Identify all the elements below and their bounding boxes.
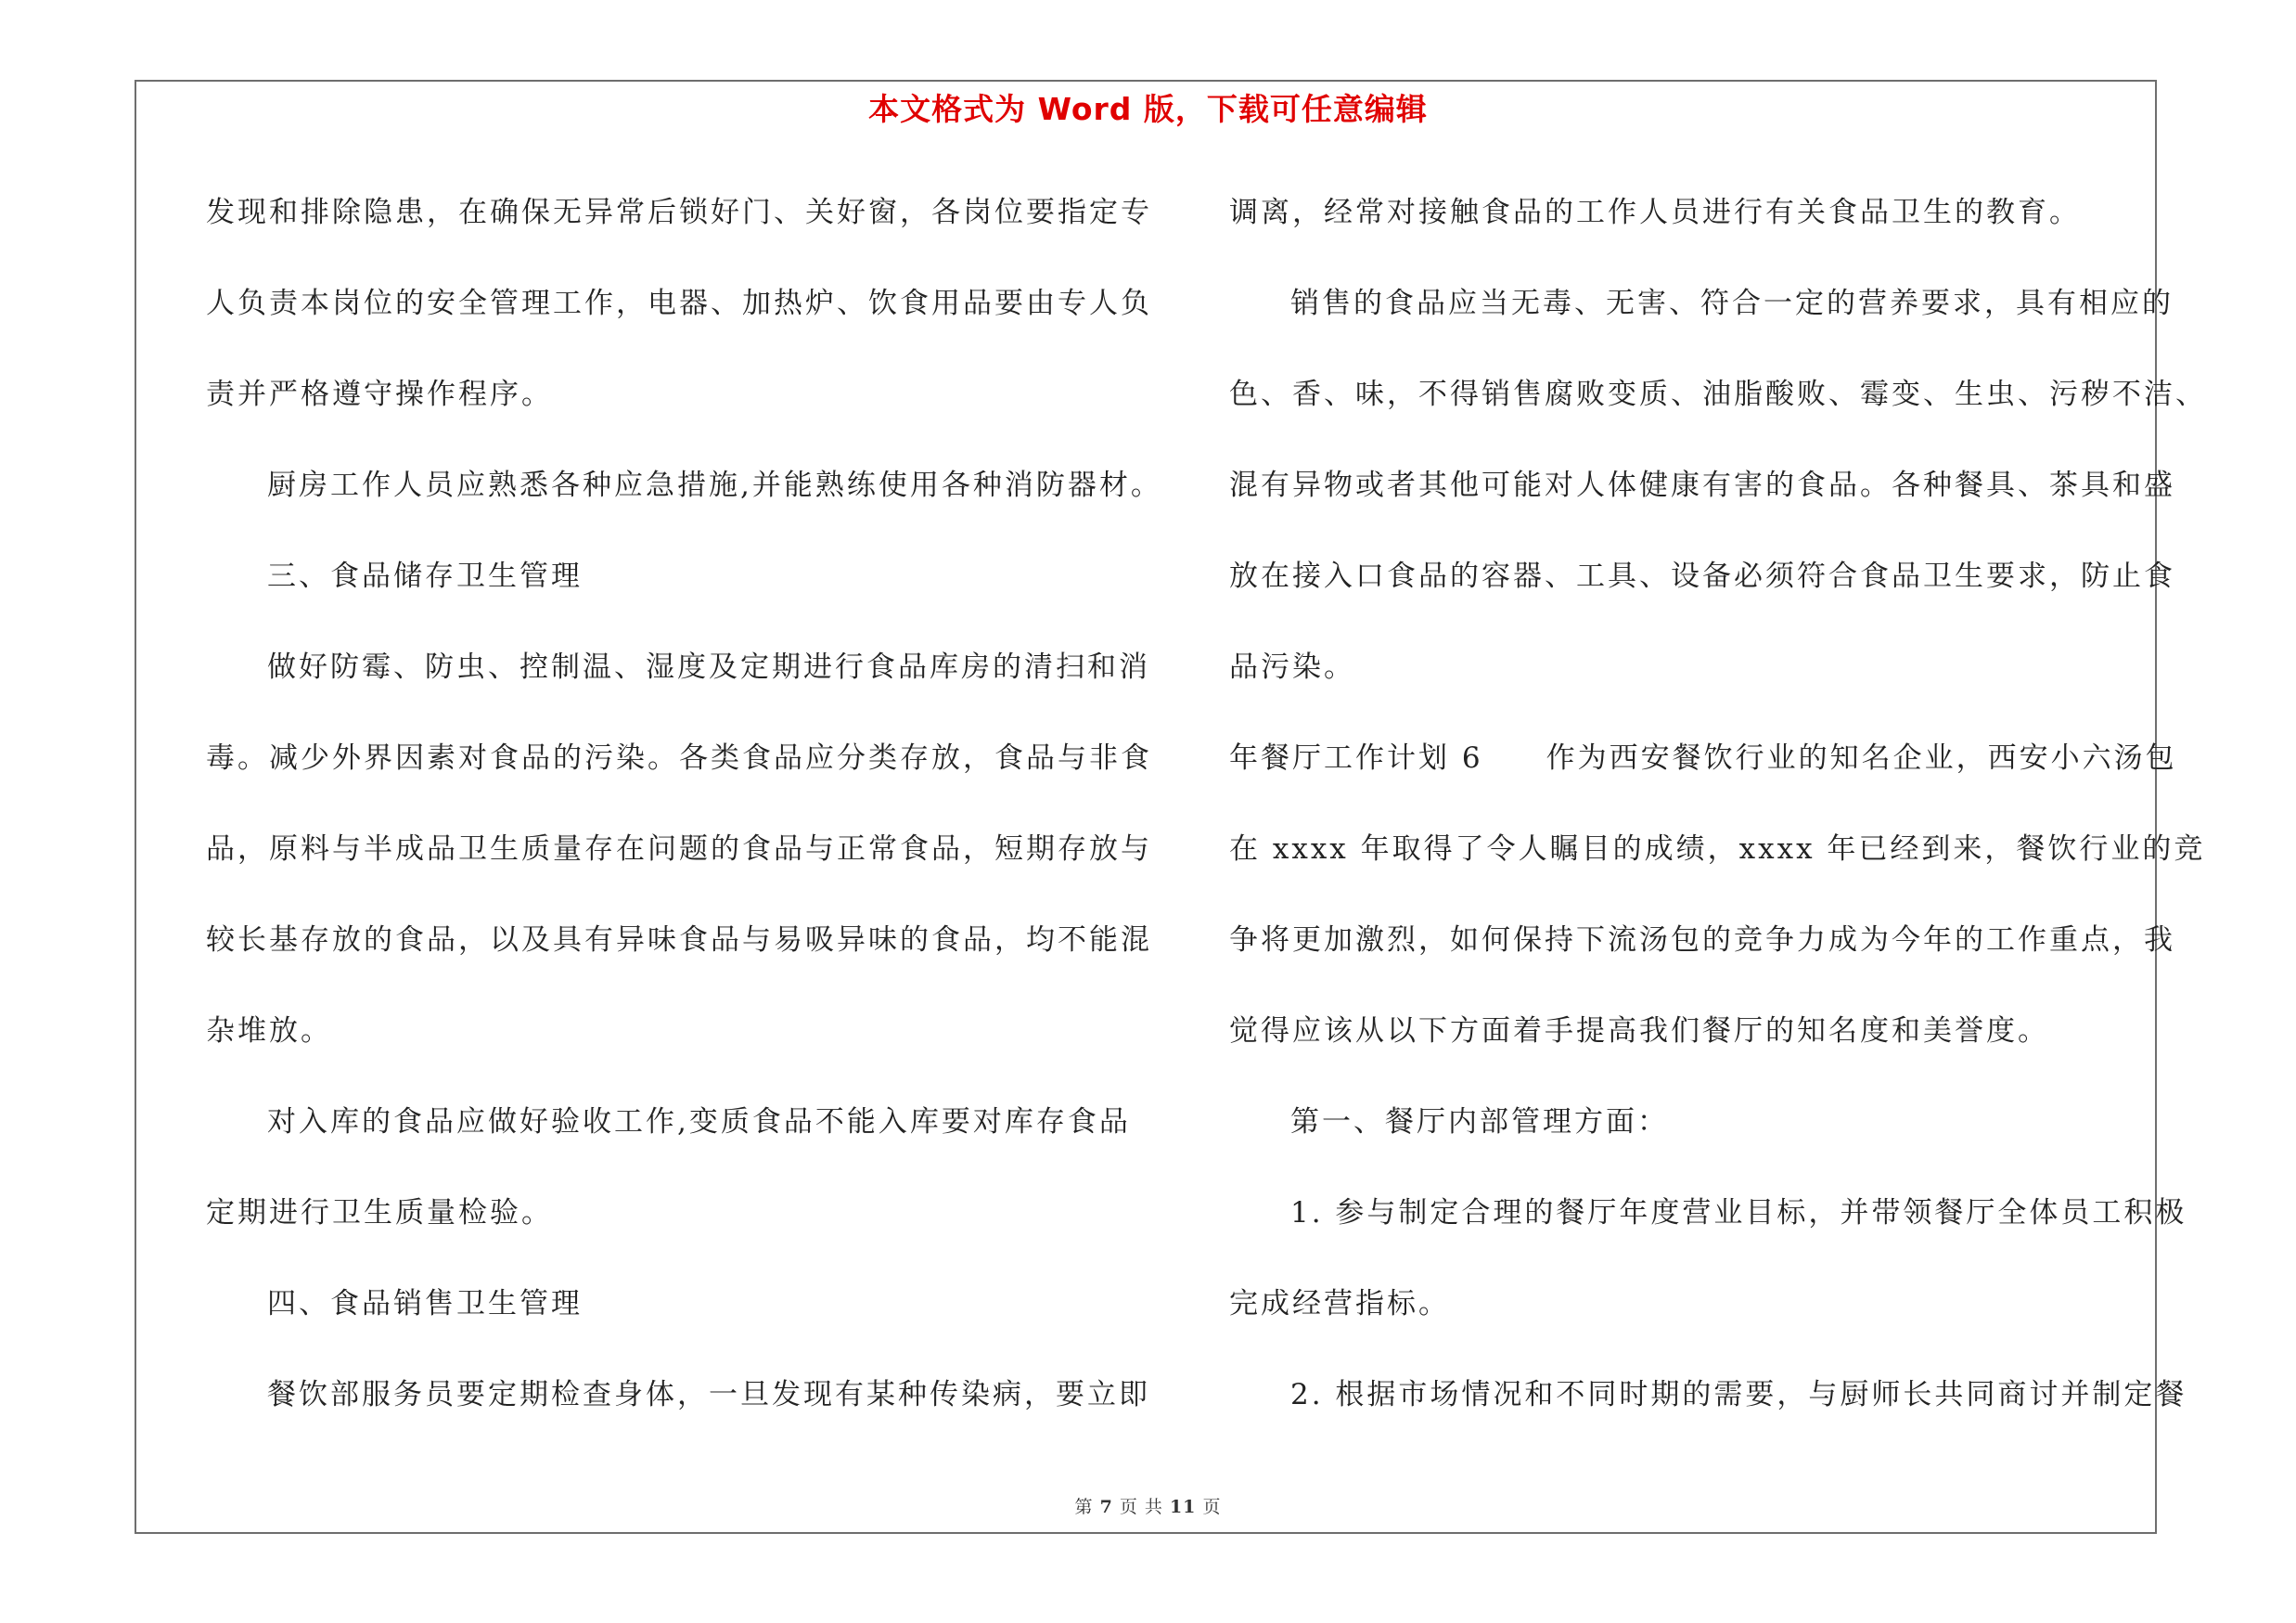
text-line: 2. 根据市场情况和不同时期的需要，与厨师长共同商讨并制定餐 [1290, 1378, 2187, 1411]
text-line: 品，原料与半成品卫生质量存在问题的食品与正常食品，短期存放与 [206, 832, 1152, 866]
footer-middle: 页 共 [1119, 1497, 1163, 1517]
text-line: 1. 参与制定合理的餐厅年度营业目标，并带领餐厅全体员工积极 [1290, 1196, 2187, 1230]
text-line: 厨房工作人员应熟悉各种应急措施,并能熟练使用各种消防器材。 [267, 469, 1162, 502]
text-line: 责并严格遵守操作程序。 [206, 378, 553, 411]
text-line: 对入库的食品应做好验收工作,变质食品不能入库要对库存食品 [267, 1105, 1131, 1139]
text-line: 人负责本岗位的安全管理工作，电器、加热炉、饮食用品要由专人负 [206, 287, 1152, 320]
text-line: 混有异物或者其他可能对人体健康有害的食品。各种餐具、茶具和盛 [1229, 469, 2175, 502]
footer-prefix: 第 [1074, 1497, 1094, 1517]
text-line: 品污染。 [1229, 650, 1355, 684]
text-line: 四、食品销售卫生管理 [267, 1287, 583, 1320]
text-line: 毒。减少外界因素对食品的污染。各类食品应分类存放，食品与非食 [206, 741, 1152, 775]
footer-suffix: 页 [1202, 1497, 1222, 1517]
text-line: 销售的食品应当无毒、无害、符合一定的营养要求，具有相应的 [1290, 287, 2174, 320]
text-line: 发现和排除隐患，在确保无异常后锁好门、关好窗，各岗位要指定专 [206, 196, 1152, 229]
text-line: 争将更加激烈，如何保持下流汤包的竞争力成为今年的工作重点，我 [1229, 923, 2175, 957]
text-line: 定期进行卫生质量检验。 [206, 1196, 553, 1230]
text-line: 第一、餐厅内部管理方面： [1290, 1105, 1669, 1139]
text-line: 调离，经常对接触食品的工作人员进行有关食品卫生的教育。 [1229, 196, 2081, 229]
text-line: 餐饮部服务员要定期检查身体，一旦发现有某种传染病，要立即 [267, 1378, 1150, 1411]
text-line: 完成经营指标。 [1229, 1287, 1450, 1320]
right-column [1229, 186, 2207, 1459]
format-banner: 本文格式为 Word 版，下载可任意编辑 [868, 91, 1428, 127]
text-line: 在 xxxx 年取得了令人瞩目的成绩，xxxx 年已经到来，餐饮行业的竞 [1229, 832, 2206, 866]
text-line: 做好防霉、防虫、控制温、湿度及定期进行食品库房的清扫和消 [267, 650, 1150, 684]
text-line: 放在接入口食品的容器、工具、设备必须符合食品卫生要求，防止食 [1229, 560, 2175, 593]
current-page-number: 7 [1099, 1497, 1113, 1517]
left-column [206, 186, 1162, 1459]
text-line: 较长基存放的食品，以及具有异味食品与易吸异味的食品，均不能混 [206, 923, 1152, 957]
text-line: 杂堆放。 [206, 1014, 332, 1048]
total-page-count: 11 [1169, 1497, 1197, 1517]
text-line: 三、食品储存卫生管理 [267, 560, 583, 593]
text-line: 色、香、味，不得销售腐败变质、油脂酸败、霉变、生虫、污秽不洁、 [1229, 378, 2207, 411]
text-line: 年餐厅工作计划 6 作为西安餐饮行业的知名企业，西安小六汤包 [1229, 741, 2177, 775]
page-footer [0, 1493, 2296, 1518]
text-line: 觉得应该从以下方面着手提高我们餐厅的知名度和美誉度。 [1229, 1014, 2049, 1048]
